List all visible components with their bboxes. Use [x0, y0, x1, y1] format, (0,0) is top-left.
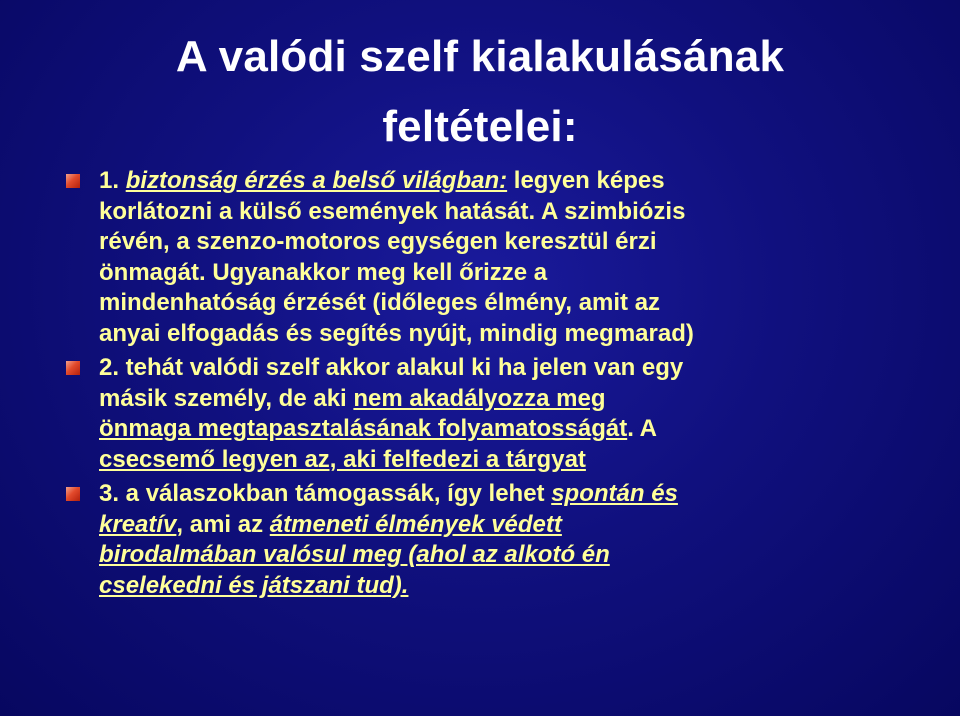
text-run: csecsemő legyen az, aki felfedezi a tárgyat: [99, 445, 586, 473]
text-run: 1.: [99, 167, 126, 194]
text-run: átmeneti élmények védett: [269, 510, 562, 538]
text-run: , ami az: [176, 510, 270, 538]
text-run: spontán és: [551, 480, 678, 507]
bullet-text-line: [99, 384, 946, 415]
bullet-text-line: [99, 197, 946, 228]
text-run: anyai elfogadás és segítés nyújt, mindig megmarad): [99, 319, 694, 347]
bullet-text-line: [99, 288, 946, 319]
bullet-item: [66, 353, 946, 475]
text-run: mindenhatóság érzését (időleges élmény, amit az: [99, 289, 661, 316]
bullet-text-line: [99, 510, 946, 541]
text-run: nem akadályozza meg: [353, 384, 606, 412]
bullet-text-line: [99, 571, 946, 602]
text-run: legyen képes: [507, 167, 665, 194]
text-run: 3. a válaszokban támogassák, így lehet: [99, 480, 552, 507]
text-run: biztonság érzés a belső világban:: [125, 167, 508, 194]
text-run: másik személy, de aki: [99, 384, 354, 412]
bullet-item: [66, 479, 946, 601]
text-run: kreatív: [99, 510, 177, 538]
bullet-text-line: [99, 353, 946, 384]
bullet-text-line: [99, 445, 946, 476]
title-line-1: A valódi szelf kialakulásának: [175, 32, 785, 81]
text-run: . A: [627, 415, 657, 442]
text-run: révén, a szenzo-motoros egységen keresztül érzi: [99, 228, 657, 255]
bullet-square-icon: [66, 361, 80, 375]
bullet-text-line: [99, 319, 946, 350]
text-run: önmaga megtapasztalásának folyamatosságát: [99, 415, 628, 442]
text-run: birodalmában valósul meg (ahol az alkotó én: [99, 541, 610, 568]
bullet-text-line: [99, 479, 946, 510]
text-run: 2. tehát valódi szelf akkor alakul ki ha jelen van egy: [99, 354, 684, 381]
bullet-list: [66, 166, 946, 601]
bullet-item: [66, 166, 946, 349]
text-run: önmagát. Ugyanakkor meg kell őrizze a: [99, 258, 548, 286]
slide-title: [0, 26, 960, 158]
text-run: cselekedni és játszani tud).: [99, 571, 409, 599]
text-run: korlátozni a külső események hatását. A szimbiózis: [99, 197, 686, 225]
bullet-text-line: [99, 540, 946, 571]
bullet-text-line: [99, 414, 946, 445]
bullet-text-line: [99, 258, 946, 289]
bullet-square-icon: [66, 174, 80, 188]
title-line-2: feltételei:: [382, 102, 578, 151]
bullet-text-line: [99, 227, 946, 258]
bullet-square-icon: [66, 487, 80, 501]
bullet-text-line: [99, 166, 946, 197]
